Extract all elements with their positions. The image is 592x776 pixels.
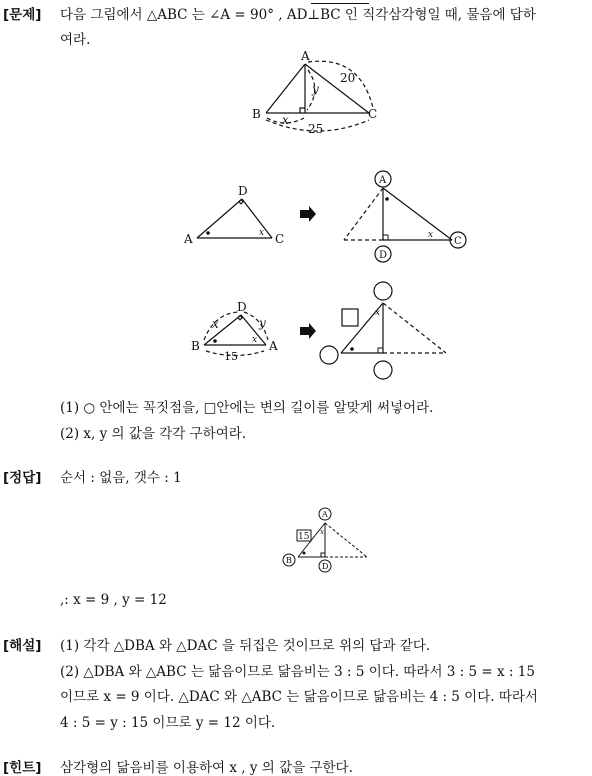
- fig3-length-ba: 15: [224, 350, 238, 363]
- fig3-length-x: x: [212, 317, 219, 331]
- answer-circle-d: D: [322, 562, 329, 571]
- fig3-angle-x: x: [252, 335, 258, 345]
- figure-2-right-triangle: [344, 171, 466, 262]
- answer-circle-b: B: [286, 556, 292, 565]
- fig2-arrow-icon: [300, 206, 316, 222]
- fig3-blank-circle-left: [320, 346, 338, 364]
- fig3-label-d: D: [237, 300, 247, 314]
- fig1-side-ab: [266, 64, 305, 113]
- fig2-rotated-angle-dot: [385, 197, 389, 201]
- fig1-label-b: B: [252, 107, 261, 121]
- answer-circle-a: A: [322, 510, 328, 519]
- fig3-length-y: y: [259, 316, 266, 330]
- fig2-circle-a: A: [379, 175, 387, 186]
- answer-result: ,: x = 9 , y = 12: [60, 592, 167, 608]
- answer-angle-dot: [303, 552, 306, 555]
- fig3-blank-square: [342, 309, 358, 326]
- solution-line-4: 4 : 5 = y : 15 이므로 y = 12 이다.: [60, 715, 276, 731]
- fig2-circle-c: C: [454, 236, 462, 247]
- fig2-rotated-angle-x: x: [428, 230, 434, 240]
- fig3-blank-circle-top: [374, 282, 392, 300]
- fig1-length-ac: 20: [340, 71, 356, 85]
- fig3-angle-dot: [213, 339, 217, 343]
- answer-line: 순서 : 없음, 갯수 : 1: [60, 470, 182, 486]
- fig2-label-d: D: [238, 184, 248, 198]
- fig2-angle-dot: [206, 231, 210, 235]
- fig3-label-a: A: [269, 339, 278, 353]
- fig1-length-y: y: [312, 82, 319, 96]
- answer-angle-x: x: [320, 528, 324, 536]
- fig3-label-b: B: [191, 339, 200, 353]
- figure-3-right-triangle: [320, 282, 446, 379]
- fig3-blank-circle-bottom: [374, 361, 392, 379]
- fig1-right-angle-mark: [300, 108, 305, 113]
- fig1-label-a: A: [301, 49, 310, 63]
- fig2-label-c: C: [275, 232, 285, 246]
- fig3-arrow-icon: [300, 323, 316, 339]
- problem-line-2: 여라.: [60, 32, 91, 48]
- fig2-circle-d: D: [379, 250, 388, 261]
- question-1: (1) ○ 안에는 꼭짓점을, □안에는 변의 길이를 알맞게 써넣어라.: [60, 400, 434, 416]
- fig2-angle-x: x: [259, 228, 265, 238]
- fig1-length-x: x: [282, 113, 289, 127]
- fig3-rotated-angle-x: x: [375, 308, 381, 318]
- solution-line-1: (1) 각각 △DBA 와 △DAC 을 뒤집은 것이므로 위의 답과 같다.: [60, 638, 431, 654]
- solution-label: [해설]: [3, 638, 42, 654]
- question-2: (2) x, y 의 값을 각각 구하여라.: [60, 426, 247, 442]
- fig2-label-a: A: [184, 232, 193, 246]
- answer-label: [정답]: [3, 470, 42, 486]
- fig3-rotated-angle-dot: [350, 347, 354, 351]
- hint-label: [힌트]: [3, 760, 42, 776]
- answer-length-15: 15: [298, 532, 310, 542]
- problem-line-1: 다음 그림에서 △ABC 는 ∠A = 90° , AD⊥BC 인 직각삼각형일 때, 물음에 답하: [60, 7, 536, 23]
- problem-label: [문제]: [3, 7, 42, 23]
- solution-line-2: (2) △DBA 와 △ABC 는 닮음이므로 닮음비는 3 : 5 이다. 따라서 3 : 5 = x : 15: [60, 664, 535, 680]
- hint-line: 삼각형의 닮음비를 이용하여 x , y 의 값을 구한다.: [60, 760, 353, 776]
- fig1-label-c: C: [368, 107, 378, 121]
- fig1-length-bc: 25: [308, 122, 324, 136]
- solution-line-3: 이므로 x = 9 이다. △DAC 와 △ABC 는 닮음이므로 닮음비는 4 : 5 이다. 따라서: [60, 689, 538, 705]
